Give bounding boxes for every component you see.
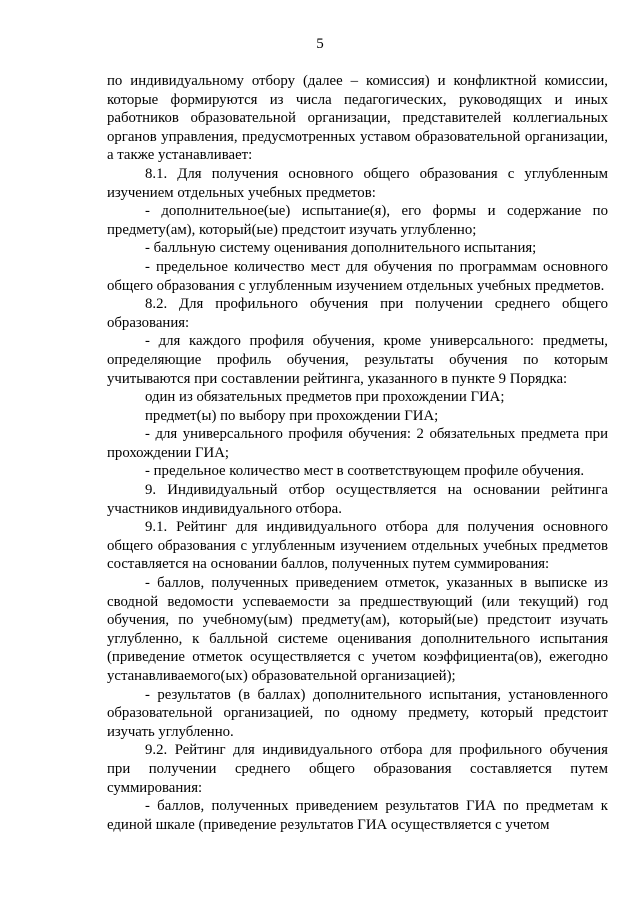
- paragraph: - предельное количество мест в соответствующем профиле обучения.: [145, 463, 585, 480]
- paragraph: - для универсального профиля обучения: 2 обязательных предмета при прохождении ГИА;: [107, 426, 608, 461]
- paragraph: - предельное количество мест для обучения по программам основного общего образования с углубленным изучением отдельных учебных предметов.: [107, 258, 608, 294]
- paragraph: - дополнительное(ые) испытание(я), его формы и содержание по предмету(ам), который(ые) предстоит изучать углубленно;: [107, 203, 608, 238]
- paragraph: - балльную систему оценивания дополнительного испытания;: [145, 240, 537, 257]
- paragraph: 8.2. Для профильного обучения при получении среднего общего образования:: [107, 296, 608, 331]
- paragraph: один из обязательных предметов при прохождении ГИА;: [145, 389, 505, 406]
- page-number: 5: [316, 36, 324, 52]
- document-body: [107, 72, 608, 834]
- paragraph: по индивидуальному отбору (далее – комиссия) и конфликтной комиссии, которые формируются из числа педагогических, руководящих и иных работников образовательной организации, представителей коллегиальных органов управления, предусмотренных уставом образовательной организации, а также устанавливает:: [107, 73, 608, 164]
- paragraph: 9. Индивидуальный отбор осуществляется на основании рейтинга участников индивидуального отбора.: [107, 482, 608, 517]
- paragraph: 9.2. Рейтинг для индивидуального отбора для профильного обучения при получении среднего общего образования составляется путем суммирования:: [107, 742, 608, 796]
- paragraph: предмет(ы) по выбору при прохождении ГИА;: [145, 407, 439, 424]
- paragraph: - баллов, полученных приведением результатов ГИА по предметам к единой шкале (приведение результатов ГИА осуществляется с учетом: [107, 798, 608, 833]
- paragraph: - баллов, полученных приведением отметок, указанных в выписке из сводной ведомости успеваемости за предшествующий (или текущий) год обучения, по учебному(ым) предмету(ам), который(ые) предстоит изучать углубленно, к балльной системе оценивания дополнительного испытания (приведение отметок осуществляется с учетом коэффициента(ов), ежегодно устанавливаемого(ых) образовательной организацией);: [107, 575, 608, 684]
- paragraph: 8.1. Для получения основного общего образования с углубленным изучением отдельных учебных предметов:: [107, 165, 608, 201]
- paragraph: - для каждого профиля обучения, кроме универсального: предметы, определяющие профиль обучения, результаты обучения по которым учитываются при составлении рейтинга, указанного в пункте 9 Порядка:: [107, 333, 608, 387]
- paragraph: - результатов (в баллах) дополнительного испытания, установленного образовательной организацией, по одному предмету, который предстоит изучать углубленно.: [107, 686, 608, 740]
- paragraph: 9.1. Рейтинг для индивидуального отбора для получения основного общего образования с углубленным изучением отдельных учебных предметов составляется на основании баллов, полученных путем суммирования:: [107, 519, 608, 573]
